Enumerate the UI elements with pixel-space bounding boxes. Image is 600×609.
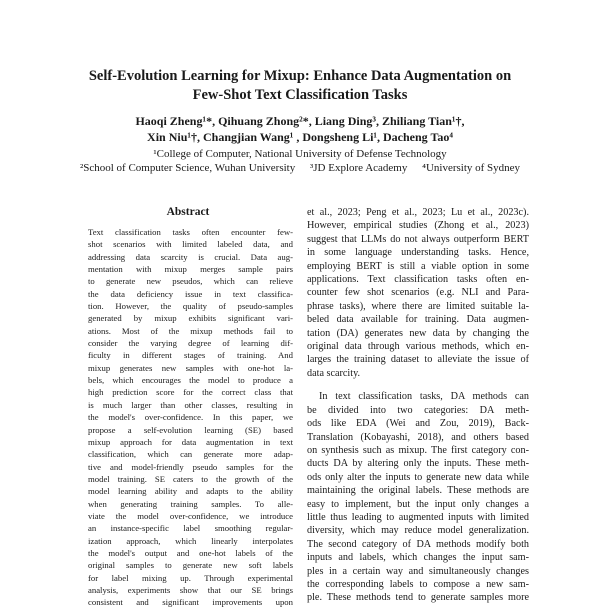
- text-line: Translation (Kobayashi, 2018), and others based: [307, 431, 529, 443]
- text-line: model training. SE caters to the growth of the: [88, 473, 293, 484]
- text-line: easy to implement, but the input only changes a: [307, 498, 529, 510]
- text-line: analysis, experiments show that our SE brings: [88, 584, 293, 595]
- abstract-body: [88, 226, 293, 609]
- text-line: when generating training samples. To alle-: [88, 498, 293, 509]
- text-line: the data deficiency issue in text classifica-: [88, 288, 293, 299]
- text-line: ple. These methods tend to generate samples more: [307, 592, 529, 604]
- text-line: mixup generates new samples with one-hot la-: [88, 362, 293, 373]
- affiliation-item: ²School of Computer Science, Wuhan University: [79, 162, 296, 174]
- text-line: Text classification tasks often encounter few-: [88, 227, 293, 237]
- text-line: mentation with mixup merges sample pairs: [88, 264, 293, 275]
- text-line: is much larger than other classes, resulting in: [88, 399, 293, 410]
- text-line: original data through various methods, which en-: [307, 341, 529, 353]
- text-line: on synthesis such as mixup. The first category con-: [307, 444, 529, 456]
- text-line: However, empirical studies (Zhong et al., 2023): [307, 220, 529, 232]
- text-line: shot scenarios with limited labeled data, and: [88, 239, 293, 250]
- text-line: ods only alter the inputs to generate new data while: [307, 471, 529, 483]
- text-line: an instance-specific label smoothing regular-: [88, 523, 293, 534]
- text-line: be divided into two categories: DA meth-: [307, 404, 529, 416]
- text-line: The second category of DA methods modify both: [307, 538, 529, 550]
- author-list: [40, 113, 560, 145]
- text-line: viate the model over-confidence, we introduce: [88, 510, 293, 521]
- text-line: ficulty in different stages of training. And: [88, 350, 293, 361]
- text-line: employing BERT is still a viable option in some: [307, 260, 529, 272]
- text-line: phrase tasks), where there are limited suitable la-: [307, 300, 529, 312]
- text-line: mixup approach for data augmentation in text: [88, 436, 293, 447]
- text-line: ples in a certain way and simultaneously changes: [307, 565, 529, 577]
- text-line: addressing data scarcity is crucial. Data aug-: [88, 251, 293, 262]
- text-line: In text classification tasks, DA methods can: [319, 391, 529, 403]
- text-line: consistent and significant improvements upon: [88, 597, 293, 608]
- text-line: ations. Most of the mixup methods fail to: [88, 325, 293, 336]
- text-line: ducts DA by altering only the inputs. These meth-: [307, 458, 529, 470]
- author-line: Haoqi Zheng¹*, Qihuang Zhong²*, Liang Ding³, Zhiliang Tian¹†,: [135, 114, 465, 128]
- text-line: bels, which encourages the model to produce a: [88, 375, 293, 386]
- text-line: high prediction score for the correct class that: [88, 387, 293, 398]
- affiliation-item: ³JD Explore Academy: [309, 162, 408, 174]
- text-line: applications. Text classification tasks often en-: [307, 274, 529, 286]
- text-line: the model's output and one-hot labels of the: [88, 547, 293, 558]
- title-line: Few-Shot Text Classification Tasks: [192, 87, 408, 103]
- paragraph-gap: [307, 380, 529, 390]
- text-line: the corresponding labels to compose a new sam-: [307, 578, 529, 590]
- paper-title: [60, 67, 540, 105]
- text-line: beled data available for training. Data augmen-: [307, 314, 529, 326]
- text-line: tion. However, the quality of pseudo-samples: [88, 301, 293, 312]
- right-column-text: [307, 206, 529, 605]
- text-line: for label mixing up. Through experimental: [88, 572, 293, 583]
- text-line: suggest that LLMs do not always outperform BERT: [307, 233, 529, 245]
- text-line: generated by mixup exhibits significant vari-: [88, 313, 293, 324]
- affiliation-line: [20, 161, 580, 175]
- affiliation-line: ¹College of Computer, National University of Defense Technology: [153, 148, 447, 160]
- text-line: larges the training dataset to alleviate the issue of: [307, 354, 529, 366]
- text-line: propose a self-evolution learning (SE) based: [88, 424, 293, 435]
- text-line: ization approach, which linearly interpolates: [88, 535, 293, 546]
- text-line: model learning ability and adapts to the ability: [88, 486, 293, 497]
- text-line: ods like EDA (Wei and Zou, 2019), Back-: [307, 418, 529, 430]
- text-line: to generate new pseudos, which can relieve: [88, 276, 293, 287]
- text-line: diversity, which may reduce model generalization.: [307, 525, 529, 537]
- affiliation-item: ⁴University of Sydney: [422, 162, 521, 174]
- text-line: classification, which can generate more adap-: [88, 449, 293, 460]
- text-line: tive and model-friendly pseudo samples for the: [88, 461, 293, 472]
- text-line: data scarcity.: [307, 367, 361, 379]
- text-line: counter few shot scenarios (e.g. NLI and Para-: [307, 287, 529, 299]
- text-line: tation (DA) generates new data by changing the: [307, 327, 529, 339]
- text-line: original samples to generate new soft labels: [88, 560, 293, 571]
- affiliations: [20, 147, 580, 175]
- author-line: Xin Niu¹†, Changjian Wang¹ , Dongsheng Li¹, Dacheng Tao⁴: [147, 130, 453, 144]
- text-line: maintaining the original labels. These methods are: [307, 485, 529, 497]
- title-line: Self-Evolution Learning for Mixup: Enhance Data Augmentation on: [88, 68, 512, 84]
- abstract-heading: Abstract: [166, 206, 210, 218]
- text-line: the model's over-confidence. In this paper, we: [88, 412, 293, 423]
- text-line: et al., 2023; Peng et al., 2023; Lu et al., 2023c).: [307, 207, 529, 218]
- text-line: little thus leading to augmented inputs with limited: [307, 511, 529, 523]
- text-line: inputs and labels, which changes the input sam-: [307, 552, 529, 564]
- text-line: in some language understanding tasks. Hence,: [307, 247, 529, 259]
- text-line: consider the varying degree of learning dif-: [88, 338, 293, 349]
